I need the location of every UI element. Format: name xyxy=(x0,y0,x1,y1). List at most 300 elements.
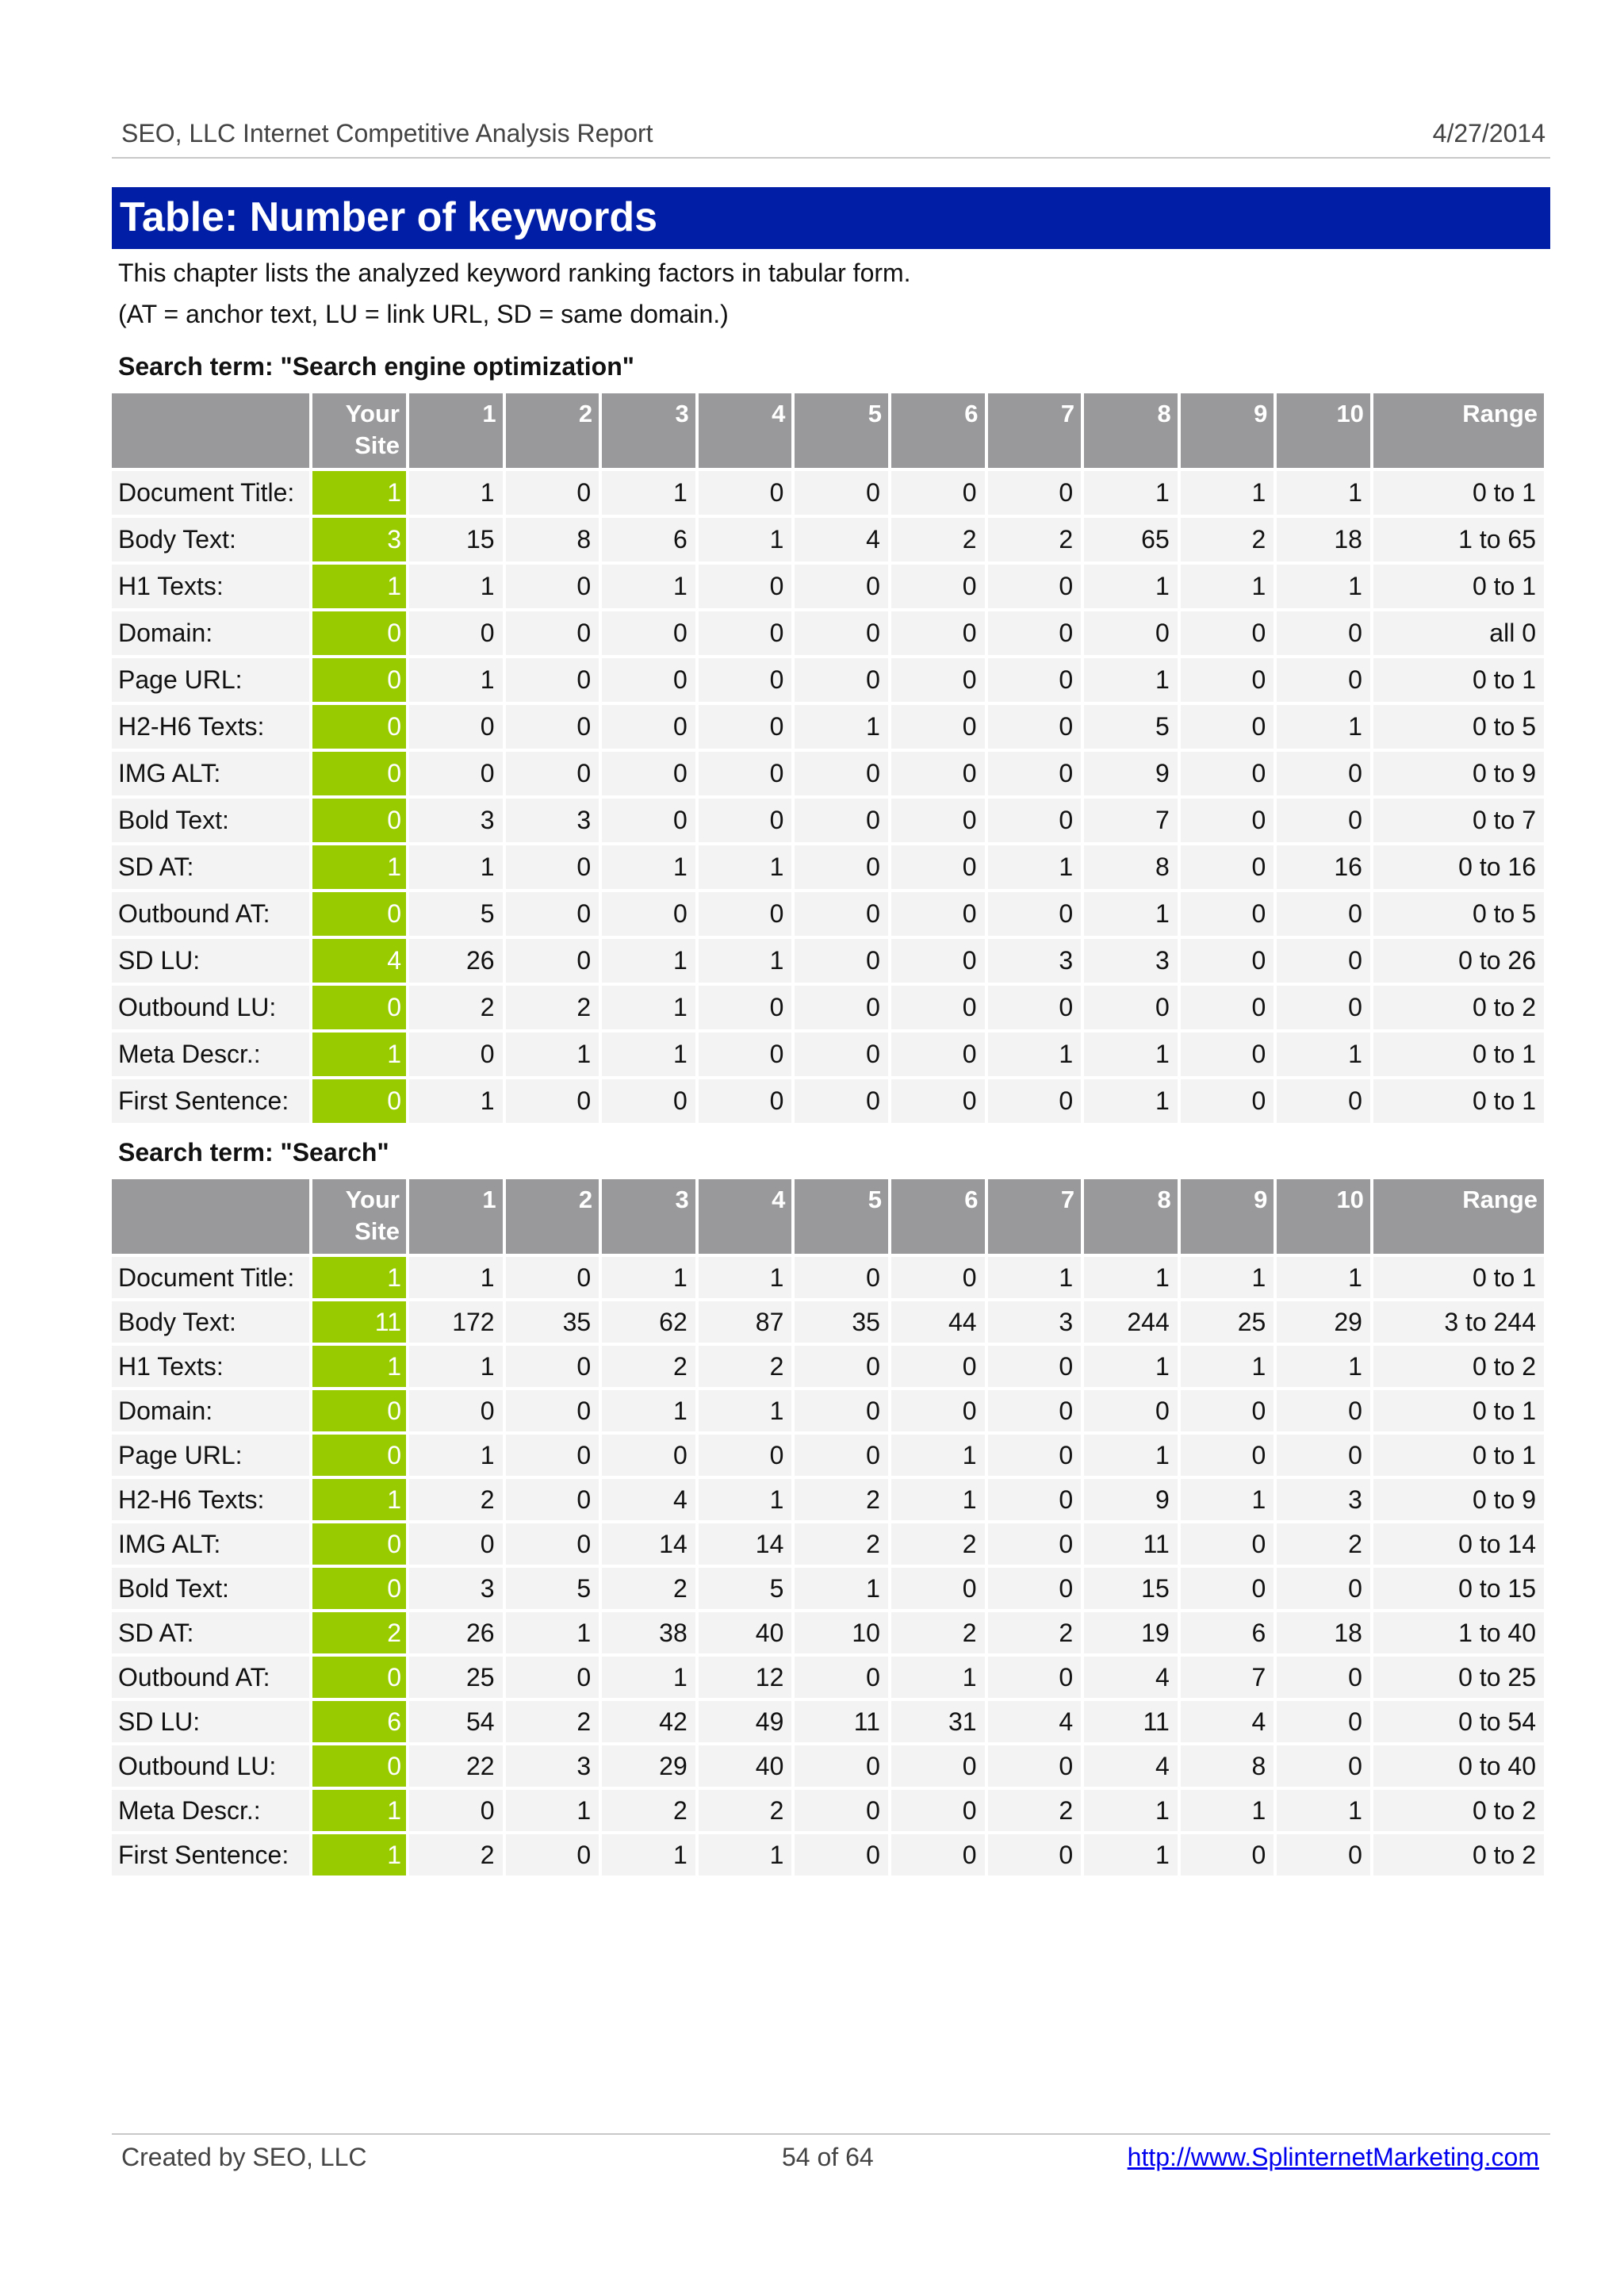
rank-5-value: 2 xyxy=(795,1523,888,1565)
rank-10-value: 0 xyxy=(1277,1079,1370,1123)
rank-6-value: 1 xyxy=(891,1479,985,1520)
your-site-value: 2 xyxy=(312,1612,406,1653)
header-rank-6: 6 xyxy=(891,393,985,468)
rank-9-value: 0 xyxy=(1181,799,1274,842)
header-blank-cell xyxy=(112,393,309,468)
table-row xyxy=(112,1612,1544,1653)
rank-9-value: 0 xyxy=(1181,986,1274,1029)
range-value: 3 to 244 xyxy=(1373,1301,1544,1343)
rank-7-value: 1 xyxy=(988,1257,1082,1298)
rank-1-value: 0 xyxy=(409,1523,503,1565)
rank-10-value: 0 xyxy=(1277,1435,1370,1476)
rank-9-value: 1 xyxy=(1181,471,1274,515)
rank-5-value: 0 xyxy=(795,1745,888,1787)
rank-2-value: 0 xyxy=(506,939,599,983)
rank-10-value: 1 xyxy=(1277,1790,1370,1831)
row-label: Body Text: xyxy=(112,1301,309,1343)
range-value: 0 to 40 xyxy=(1373,1745,1544,1787)
your-site-value: 1 xyxy=(312,1790,406,1831)
rank-8-value: 15 xyxy=(1084,1568,1178,1609)
rank-10-value: 0 xyxy=(1277,611,1370,655)
rank-5-value: 1 xyxy=(795,1568,888,1609)
rank-4-value: 0 xyxy=(699,986,792,1029)
rank-5-value: 0 xyxy=(795,1079,888,1123)
rank-1-value: 0 xyxy=(409,705,503,749)
rank-3-value: 1 xyxy=(602,845,695,889)
row-label: SD LU: xyxy=(112,939,309,983)
rank-8-value: 11 xyxy=(1084,1523,1178,1565)
rank-1-value: 1 xyxy=(409,845,503,889)
rank-1-value: 1 xyxy=(409,658,503,702)
rank-7-value: 2 xyxy=(988,1612,1082,1653)
rank-6-value: 0 xyxy=(891,1390,985,1431)
rank-6-value: 0 xyxy=(891,1568,985,1609)
rank-10-value: 0 xyxy=(1277,1834,1370,1875)
table-row xyxy=(112,471,1544,515)
rank-6-value: 0 xyxy=(891,565,985,608)
range-value: 0 to 1 xyxy=(1373,565,1544,608)
footer-website-link[interactable]: http://www.SplinternetMarketing.com xyxy=(1127,2143,1539,2171)
rank-2-value: 2 xyxy=(506,1701,599,1742)
table-row xyxy=(112,705,1544,749)
rank-6-value: 0 xyxy=(891,1079,985,1123)
rank-9-value: 0 xyxy=(1181,1390,1274,1431)
rank-7-value: 0 xyxy=(988,1657,1082,1698)
rank-9-value: 2 xyxy=(1181,518,1274,561)
rank-8-value: 1 xyxy=(1084,1834,1178,1875)
range-value: 0 to 7 xyxy=(1373,799,1544,842)
rank-8-value: 1 xyxy=(1084,1790,1178,1831)
rank-7-value: 0 xyxy=(988,892,1082,936)
range-value: 0 to 1 xyxy=(1373,1079,1544,1123)
rank-6-value: 0 xyxy=(891,892,985,936)
table-row xyxy=(112,986,1544,1029)
rank-6-value: 0 xyxy=(891,752,985,795)
range-value: all 0 xyxy=(1373,611,1544,655)
rank-6-value: 0 xyxy=(891,1033,985,1076)
rank-5-value: 35 xyxy=(795,1301,888,1343)
rank-7-value: 3 xyxy=(988,939,1082,983)
rank-10-value: 1 xyxy=(1277,471,1370,515)
rank-8-value: 9 xyxy=(1084,752,1178,795)
rank-7-value: 0 xyxy=(988,1834,1082,1875)
rank-6-value: 0 xyxy=(891,845,985,889)
rank-9-value: 0 xyxy=(1181,1568,1274,1609)
intro-line-2: (AT = anchor text, LU = link URL, SD = same domain.) xyxy=(118,300,729,328)
rank-7-value: 0 xyxy=(988,471,1082,515)
rank-8-value: 1 xyxy=(1084,1257,1178,1298)
rank-5-value: 11 xyxy=(795,1701,888,1742)
range-value: 0 to 9 xyxy=(1373,1479,1544,1520)
rank-10-value: 1 xyxy=(1277,1033,1370,1076)
rank-6-value: 0 xyxy=(891,799,985,842)
rank-9-value: 0 xyxy=(1181,1033,1274,1076)
your-site-value: 1 xyxy=(312,1257,406,1298)
rank-1-value: 15 xyxy=(409,518,503,561)
table-row xyxy=(112,799,1544,842)
rank-4-value: 1 xyxy=(699,845,792,889)
row-label: First Sentence: xyxy=(112,1079,309,1123)
footer-page-number: 54 of 64 xyxy=(782,2143,874,2171)
header-rank-5: 5 xyxy=(795,1179,888,1254)
row-label: Bold Text: xyxy=(112,1568,309,1609)
rank-4-value: 87 xyxy=(699,1301,792,1343)
rank-1-value: 3 xyxy=(409,799,503,842)
rank-3-value: 0 xyxy=(602,752,695,795)
rank-8-value: 1 xyxy=(1084,471,1178,515)
rank-8-value: 244 xyxy=(1084,1301,1178,1343)
rank-1-value: 1 xyxy=(409,1079,503,1123)
rank-10-value: 29 xyxy=(1277,1301,1370,1343)
rank-6-value: 0 xyxy=(891,471,985,515)
rank-3-value: 29 xyxy=(602,1745,695,1787)
rank-10-value: 0 xyxy=(1277,1568,1370,1609)
range-value: 0 to 16 xyxy=(1373,845,1544,889)
range-value: 0 to 1 xyxy=(1373,1435,1544,1476)
your-site-value: 0 xyxy=(312,611,406,655)
table-row xyxy=(112,1479,1544,1520)
your-site-value: 0 xyxy=(312,892,406,936)
rank-7-value: 0 xyxy=(988,611,1082,655)
rank-8-value: 1 xyxy=(1084,1346,1178,1387)
header-rank-10: 10 xyxy=(1277,1179,1370,1254)
footer-created-by: Created by SEO, LLC xyxy=(121,2143,367,2171)
rank-6-value: 0 xyxy=(891,611,985,655)
your-site-value: 0 xyxy=(312,1390,406,1431)
rank-8-value: 65 xyxy=(1084,518,1178,561)
row-label: Outbound AT: xyxy=(112,892,309,936)
rank-6-value: 0 xyxy=(891,1257,985,1298)
rank-4-value: 1 xyxy=(699,939,792,983)
table-row xyxy=(112,658,1544,702)
header-rank-4: 4 xyxy=(699,393,792,468)
rank-4-value: 1 xyxy=(699,1479,792,1520)
report-date: 4/27/2014 xyxy=(1432,119,1545,148)
rank-1-value: 0 xyxy=(409,1390,503,1431)
header-rank-1: 1 xyxy=(409,1179,503,1254)
header-your-site-line1: Your xyxy=(345,400,400,427)
page-footer xyxy=(112,2133,1550,2182)
rank-1-value: 172 xyxy=(409,1301,503,1343)
rank-8-value: 4 xyxy=(1084,1745,1178,1787)
rank-1-value: 5 xyxy=(409,892,503,936)
rank-3-value: 0 xyxy=(602,1435,695,1476)
rank-8-value: 0 xyxy=(1084,986,1178,1029)
rank-7-value: 0 xyxy=(988,565,1082,608)
rank-9-value: 0 xyxy=(1181,845,1274,889)
rank-4-value: 0 xyxy=(699,658,792,702)
section-title: Table: Number of keywords xyxy=(120,194,658,240)
your-site-value: 0 xyxy=(312,705,406,749)
rank-1-value: 25 xyxy=(409,1657,503,1698)
rank-9-value: 0 xyxy=(1181,1079,1274,1123)
header-rank-7: 7 xyxy=(988,393,1082,468)
rank-2-value: 0 xyxy=(506,1435,599,1476)
table-row xyxy=(112,565,1544,608)
your-site-value: 11 xyxy=(312,1301,406,1343)
rank-3-value: 1 xyxy=(602,471,695,515)
rank-8-value: 19 xyxy=(1084,1612,1178,1653)
rank-7-value: 0 xyxy=(988,1479,1082,1520)
range-value: 0 to 2 xyxy=(1373,1834,1544,1875)
header-range: Range xyxy=(1373,1179,1544,1254)
rank-5-value: 0 xyxy=(795,471,888,515)
header-your-site-line2: Site xyxy=(354,431,400,459)
rank-6-value: 0 xyxy=(891,658,985,702)
rank-7-value: 0 xyxy=(988,658,1082,702)
row-label: H1 Texts: xyxy=(112,1346,309,1387)
rank-6-value: 0 xyxy=(891,1790,985,1831)
rank-1-value: 54 xyxy=(409,1701,503,1742)
rank-1-value: 26 xyxy=(409,1612,503,1653)
rank-7-value: 1 xyxy=(988,845,1082,889)
your-site-value: 0 xyxy=(312,1657,406,1698)
row-label: SD AT: xyxy=(112,1612,309,1653)
report-title: SEO, LLC Internet Competitive Analysis Report xyxy=(121,119,653,148)
rank-4-value: 2 xyxy=(699,1790,792,1831)
rank-4-value: 0 xyxy=(699,1079,792,1123)
search-term-2: Search term: "Search" xyxy=(118,1138,389,1167)
rank-9-value: 0 xyxy=(1181,939,1274,983)
rank-3-value: 2 xyxy=(602,1568,695,1609)
rank-8-value: 5 xyxy=(1084,705,1178,749)
rank-2-value: 0 xyxy=(506,752,599,795)
row-label: Domain: xyxy=(112,611,309,655)
rank-4-value: 1 xyxy=(699,518,792,561)
rank-5-value: 0 xyxy=(795,1435,888,1476)
header-rank-8: 8 xyxy=(1084,1179,1178,1254)
rank-8-value: 1 xyxy=(1084,658,1178,702)
rank-3-value: 0 xyxy=(602,799,695,842)
range-value: 0 to 5 xyxy=(1373,892,1544,936)
rank-2-value: 35 xyxy=(506,1301,599,1343)
range-value: 0 to 5 xyxy=(1373,705,1544,749)
rank-7-value: 4 xyxy=(988,1701,1082,1742)
rank-4-value: 0 xyxy=(699,752,792,795)
rank-2-value: 0 xyxy=(506,1834,599,1875)
rank-10-value: 0 xyxy=(1277,799,1370,842)
rank-1-value: 1 xyxy=(409,1346,503,1387)
table-row xyxy=(112,1657,1544,1698)
table-row xyxy=(112,1701,1544,1742)
rank-1-value: 1 xyxy=(409,1435,503,1476)
page-header xyxy=(112,119,1550,159)
header-rank-2: 2 xyxy=(506,1179,599,1254)
rank-6-value: 0 xyxy=(891,986,985,1029)
header-rank-3: 3 xyxy=(602,1179,695,1254)
rank-2-value: 0 xyxy=(506,1390,599,1431)
rank-9-value: 0 xyxy=(1181,611,1274,655)
row-label: Body Text: xyxy=(112,518,309,561)
rank-5-value: 0 xyxy=(795,1390,888,1431)
rank-5-value: 0 xyxy=(795,1657,888,1698)
rank-2-value: 0 xyxy=(506,611,599,655)
rank-3-value: 1 xyxy=(602,986,695,1029)
rank-4-value: 0 xyxy=(699,705,792,749)
range-value: 0 to 1 xyxy=(1373,658,1544,702)
rank-4-value: 0 xyxy=(699,611,792,655)
row-label: Domain: xyxy=(112,1390,309,1431)
rank-5-value: 0 xyxy=(795,658,888,702)
rank-8-value: 1 xyxy=(1084,1033,1178,1076)
rank-5-value: 0 xyxy=(795,752,888,795)
rank-9-value: 7 xyxy=(1181,1657,1274,1698)
rank-10-value: 0 xyxy=(1277,1701,1370,1742)
rank-1-value: 0 xyxy=(409,752,503,795)
rank-8-value: 8 xyxy=(1084,845,1178,889)
table-row xyxy=(112,1079,1544,1123)
rank-3-value: 2 xyxy=(602,1790,695,1831)
rank-9-value: 1 xyxy=(1181,1346,1274,1387)
rank-7-value: 0 xyxy=(988,1390,1082,1431)
rank-1-value: 2 xyxy=(409,986,503,1029)
rank-3-value: 38 xyxy=(602,1612,695,1653)
your-site-value: 3 xyxy=(312,518,406,561)
rank-10-value: 0 xyxy=(1277,1745,1370,1787)
rank-2-value: 3 xyxy=(506,1745,599,1787)
rank-8-value: 3 xyxy=(1084,939,1178,983)
rank-1-value: 0 xyxy=(409,1033,503,1076)
rank-3-value: 2 xyxy=(602,1346,695,1387)
range-value: 0 to 54 xyxy=(1373,1701,1544,1742)
header-range: Range xyxy=(1373,393,1544,468)
rank-5-value: 0 xyxy=(795,611,888,655)
your-site-value: 1 xyxy=(312,471,406,515)
header-blank-cell xyxy=(112,1179,309,1254)
rank-8-value: 9 xyxy=(1084,1479,1178,1520)
rank-9-value: 0 xyxy=(1181,752,1274,795)
rank-2-value: 1 xyxy=(506,1033,599,1076)
rank-9-value: 0 xyxy=(1181,1435,1274,1476)
rank-10-value: 0 xyxy=(1277,939,1370,983)
range-value: 0 to 1 xyxy=(1373,1257,1544,1298)
header-rank-4: 4 xyxy=(699,1179,792,1254)
range-value: 0 to 1 xyxy=(1373,471,1544,515)
rank-10-value: 0 xyxy=(1277,1657,1370,1698)
range-value: 0 to 25 xyxy=(1373,1657,1544,1698)
rank-9-value: 1 xyxy=(1181,1479,1274,1520)
table-row xyxy=(112,1390,1544,1431)
rank-6-value: 0 xyxy=(891,939,985,983)
rank-5-value: 0 xyxy=(795,1346,888,1387)
rank-4-value: 12 xyxy=(699,1657,792,1698)
rank-8-value: 1 xyxy=(1084,565,1178,608)
row-label: H1 Texts: xyxy=(112,565,309,608)
rank-1-value: 2 xyxy=(409,1479,503,1520)
header-rank-9: 9 xyxy=(1181,393,1274,468)
row-label: Page URL: xyxy=(112,658,309,702)
rank-4-value: 1 xyxy=(699,1390,792,1431)
rank-3-value: 1 xyxy=(602,1834,695,1875)
rank-10-value: 18 xyxy=(1277,1612,1370,1653)
rank-4-value: 1 xyxy=(699,1257,792,1298)
keywords-table-1 xyxy=(109,390,1547,1126)
rank-4-value: 40 xyxy=(699,1612,792,1653)
table-row xyxy=(112,1568,1544,1609)
intro-line-1: This chapter lists the analyzed keyword ranking factors in tabular form. xyxy=(118,259,911,287)
rank-1-value: 22 xyxy=(409,1745,503,1787)
header-rank-2: 2 xyxy=(506,393,599,468)
row-label: Outbound LU: xyxy=(112,1745,309,1787)
rank-2-value: 1 xyxy=(506,1790,599,1831)
rank-9-value: 0 xyxy=(1181,892,1274,936)
table-row xyxy=(112,1301,1544,1343)
rank-8-value: 0 xyxy=(1084,611,1178,655)
rank-2-value: 8 xyxy=(506,518,599,561)
rank-9-value: 25 xyxy=(1181,1301,1274,1343)
your-site-value: 1 xyxy=(312,565,406,608)
rank-6-value: 2 xyxy=(891,1523,985,1565)
header-rank-8: 8 xyxy=(1084,393,1178,468)
rank-5-value: 4 xyxy=(795,518,888,561)
row-label: Outbound LU: xyxy=(112,986,309,1029)
row-label: SD AT: xyxy=(112,845,309,889)
table-row xyxy=(112,1435,1544,1476)
rank-2-value: 0 xyxy=(506,1079,599,1123)
rank-3-value: 6 xyxy=(602,518,695,561)
rank-3-value: 1 xyxy=(602,1257,695,1298)
rank-5-value: 0 xyxy=(795,892,888,936)
range-value: 0 to 15 xyxy=(1373,1568,1544,1609)
rank-8-value: 1 xyxy=(1084,1435,1178,1476)
rank-3-value: 1 xyxy=(602,565,695,608)
rank-7-value: 0 xyxy=(988,986,1082,1029)
table-row xyxy=(112,1745,1544,1787)
rank-9-value: 1 xyxy=(1181,1790,1274,1831)
header-your-site xyxy=(312,393,406,468)
rank-10-value: 3 xyxy=(1277,1479,1370,1520)
rank-3-value: 4 xyxy=(602,1479,695,1520)
rank-6-value: 0 xyxy=(891,1745,985,1787)
rank-4-value: 0 xyxy=(699,471,792,515)
rank-3-value: 1 xyxy=(602,939,695,983)
table-row xyxy=(112,1790,1544,1831)
rank-5-value: 0 xyxy=(795,799,888,842)
table-row xyxy=(112,752,1544,795)
rank-8-value: 7 xyxy=(1084,799,1178,842)
header-rank-9: 9 xyxy=(1181,1179,1274,1254)
header-your-site xyxy=(312,1179,406,1254)
rank-7-value: 0 xyxy=(988,1745,1082,1787)
rank-4-value: 40 xyxy=(699,1745,792,1787)
rank-7-value: 0 xyxy=(988,1346,1082,1387)
header-rank-3: 3 xyxy=(602,393,695,468)
rank-3-value: 0 xyxy=(602,658,695,702)
rank-9-value: 6 xyxy=(1181,1612,1274,1653)
header-rank-5: 5 xyxy=(795,393,888,468)
your-site-value: 0 xyxy=(312,752,406,795)
table-row xyxy=(112,892,1544,936)
range-value: 0 to 26 xyxy=(1373,939,1544,983)
rank-10-value: 16 xyxy=(1277,845,1370,889)
header-your-site-line2: Site xyxy=(354,1217,400,1245)
rank-7-value: 2 xyxy=(988,518,1082,561)
rank-8-value: 11 xyxy=(1084,1701,1178,1742)
your-site-value: 0 xyxy=(312,799,406,842)
your-site-value: 0 xyxy=(312,658,406,702)
rank-2-value: 5 xyxy=(506,1568,599,1609)
table-row xyxy=(112,518,1544,561)
row-label: Meta Descr.: xyxy=(112,1790,309,1831)
table-row xyxy=(112,1033,1544,1076)
rank-1-value: 1 xyxy=(409,565,503,608)
your-site-value: 1 xyxy=(312,1834,406,1875)
range-value: 0 to 2 xyxy=(1373,986,1544,1029)
your-site-value: 0 xyxy=(312,986,406,1029)
row-label: SD LU: xyxy=(112,1701,309,1742)
rank-5-value: 0 xyxy=(795,1033,888,1076)
row-label: Meta Descr.: xyxy=(112,1033,309,1076)
